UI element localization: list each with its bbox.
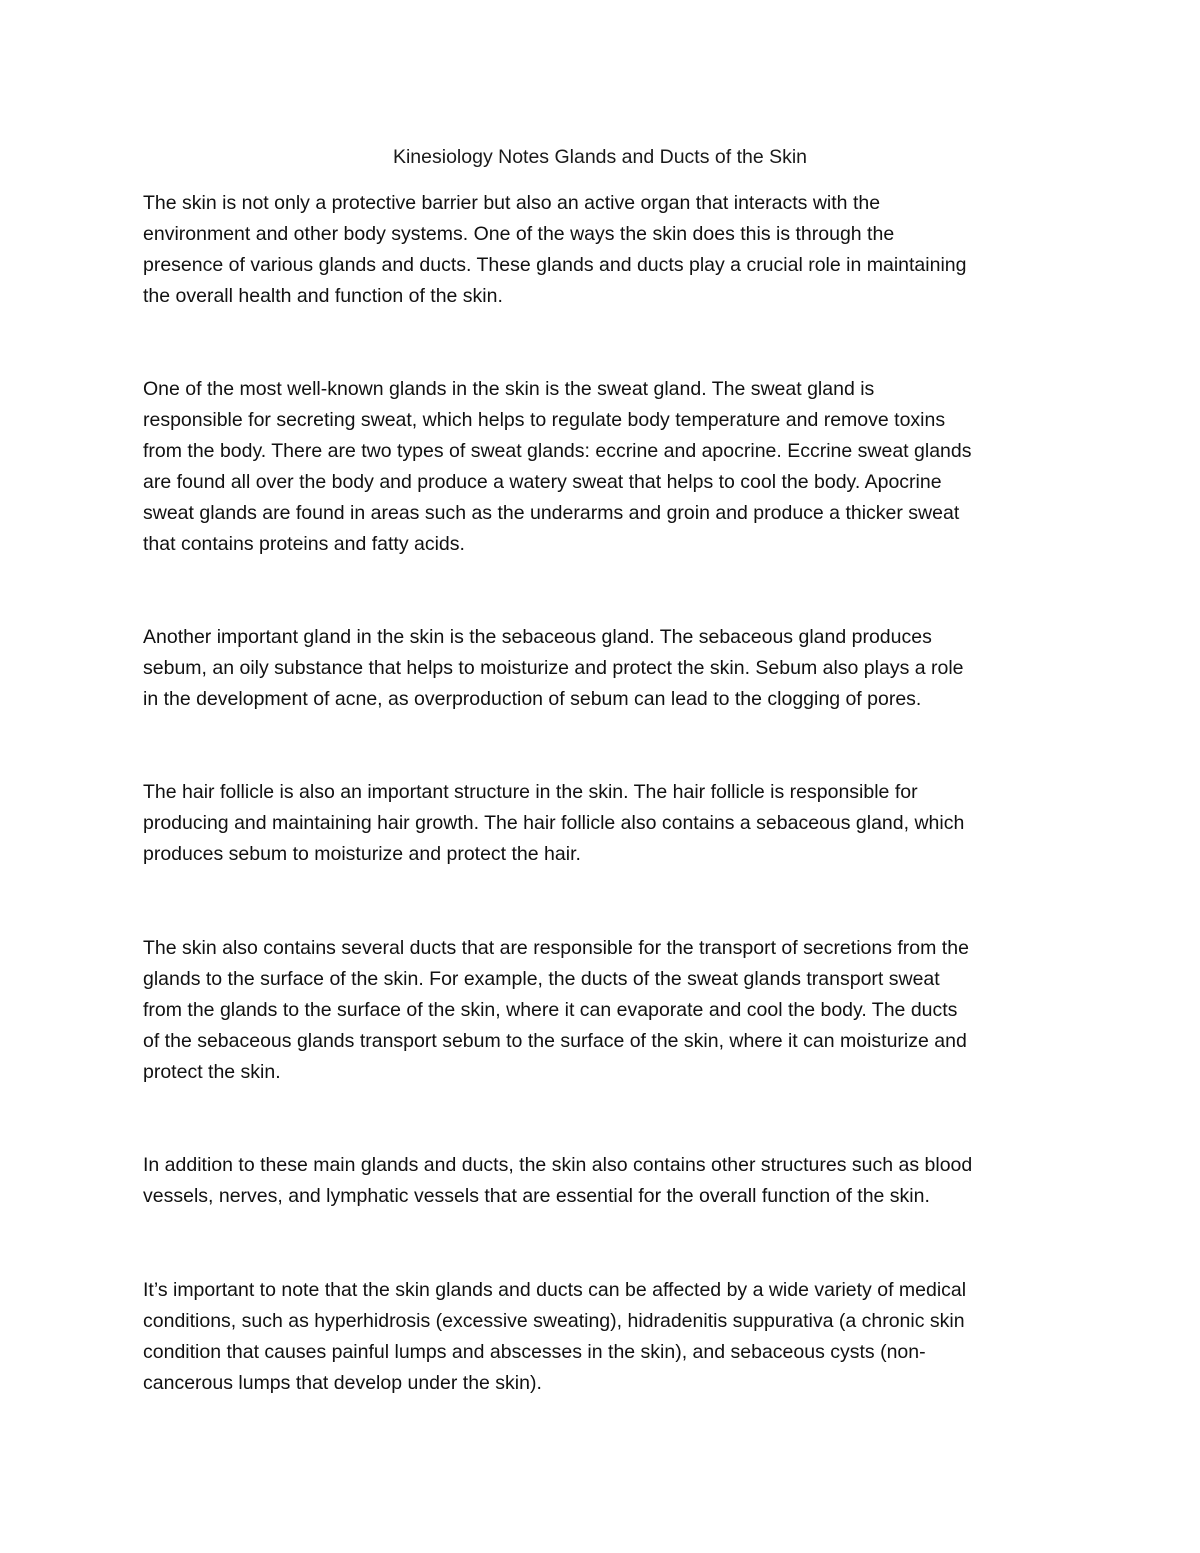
paragraph-other-structures: [143, 1150, 1073, 1212]
paragraph-line: of the sebaceous glands transport sebum to the surface of the skin, where it can moisturize and: [143, 1030, 967, 1052]
paragraph-line: from the glands to the surface of the skin, where it can evaporate and cool the body. The ducts: [143, 999, 958, 1021]
paragraph-line: Another important gland in the skin is the sebaceous gland. The sebaceous gland produces: [143, 626, 932, 648]
paragraph-sebaceous-gland: [143, 622, 1073, 715]
paragraph-line: are found all over the body and produce a watery sweat that helps to cool the body. Apocrine: [143, 471, 942, 493]
paragraph-line: glands to the surface of the skin. For example, the ducts of the sweat glands transport sweat: [143, 968, 940, 990]
paragraph-line: responsible for secreting sweat, which helps to regulate body temperature and remove toxins: [143, 409, 946, 431]
paragraph-line: The skin is not only a protective barrier but also an active organ that interacts with the: [143, 192, 881, 214]
paragraph-line: It’s important to note that the skin glands and ducts can be affected by a wide variety of medical: [143, 1279, 967, 1301]
paragraph-line: protect the skin.: [143, 1061, 281, 1083]
paragraph-line: sebum, an oily substance that helps to moisturize and protect the skin. Sebum also plays a role: [143, 657, 964, 679]
paragraph-line: producing and maintaining hair growth. The hair follicle also contains a sebaceous gland, which: [143, 812, 965, 834]
paragraph-sweat-gland: [143, 374, 1073, 560]
paragraph-line: presence of various glands and ducts. These glands and ducts play a crucial role in maintaining: [143, 254, 967, 276]
paragraph-intro: [143, 188, 1073, 312]
paragraph-line: condition that causes painful lumps and abscesses in the skin), and sebaceous cysts (non-: [143, 1341, 926, 1363]
paragraph-line: from the body. There are two types of sweat glands: eccrine and apocrine. Eccrine sweat glands: [143, 440, 972, 462]
paragraph-line: The hair follicle is also an important structure in the skin. The hair follicle is responsible for: [143, 781, 918, 803]
paragraph-line: The skin also contains several ducts that are responsible for the transport of secretions from the: [143, 937, 969, 959]
paragraph-line: that contains proteins and fatty acids.: [143, 533, 465, 555]
paragraph-line: sweat glands are found in areas such as the underarms and groin and produce a thicker sweat: [143, 502, 960, 524]
paragraph-line: conditions, such as hyperhidrosis (excessive sweating), hidradenitis suppurativa (a chronic skin: [143, 1310, 965, 1332]
paragraph-ducts: [143, 933, 1073, 1088]
paragraph-medical-conditions: [143, 1275, 1073, 1399]
paragraph-line: cancerous lumps that develop under the skin).: [143, 1372, 542, 1394]
paragraph-line: In addition to these main glands and ducts, the skin also contains other structures such as blood: [143, 1154, 973, 1176]
paragraph-hair-follicle: [143, 777, 1073, 870]
paragraph-line: produces sebum to moisturize and protect the hair.: [143, 843, 581, 865]
paragraph-line: One of the most well-known glands in the skin is the sweat gland. The sweat gland is: [143, 378, 875, 400]
paragraph-line: vessels, nerves, and lymphatic vessels that are essential for the overall function of the skin.: [143, 1185, 930, 1207]
paragraph-line: environment and other body systems. One of the ways the skin does this is through the: [143, 223, 895, 245]
document-title: Kinesiology Notes Glands and Ducts of the Skin: [392, 146, 808, 168]
paragraph-line: in the development of acne, as overproduction of sebum can lead to the clogging of pores.: [143, 688, 922, 710]
paragraph-line: the overall health and function of the skin.: [143, 285, 503, 307]
